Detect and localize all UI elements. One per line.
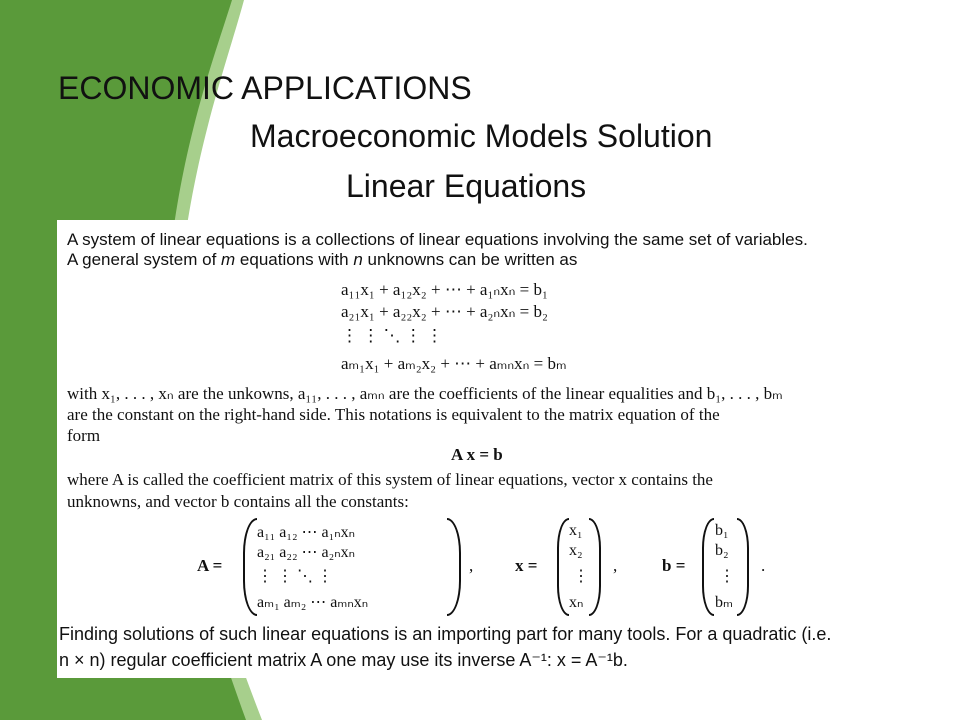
matrix-a-left-paren xyxy=(243,518,257,616)
vector-b-entry: b₂ xyxy=(715,542,729,559)
vector-b-entry: bₘ xyxy=(715,594,733,611)
matrix-a-row: aₘ₁ aₘ₂ ⋯ aₘₙxₙ xyxy=(257,594,369,611)
final-line-1: Finding solutions of such linear equations is an importing part for many tools. For a quadratic (i.e. xyxy=(59,624,832,644)
slide-title: ECONOMIC APPLICATIONS xyxy=(58,70,472,106)
separator-comma: , xyxy=(469,556,474,575)
with-line-1: with x₁, . . . , xₙ are the unkowns, a₁₁, . . . , aₘₙ are the coefficients of the linear equalities and b₁, . . . , bₘ xyxy=(67,384,783,403)
equation-row-3: ⋮ ⋮ ⋱ ⋮ ⋮ xyxy=(341,326,443,345)
vector-x-entry: x₁ xyxy=(569,522,583,539)
vector-b-right-paren xyxy=(737,518,749,616)
intro-line-2: A general system of m equations with n unknowns can be written as xyxy=(67,250,578,269)
with-line-2: are the constant on the right-hand side. This notations is equivalent to the matrix equation of the xyxy=(67,405,720,424)
vector-b-entry: b₁ xyxy=(715,522,729,539)
with-line-3: form xyxy=(67,426,101,445)
vector-x-entry: ⋮ xyxy=(573,568,589,585)
matrix-a-right-paren xyxy=(447,518,461,616)
document-excerpt xyxy=(57,220,932,678)
vector-b-label: b = xyxy=(662,556,686,575)
separator-comma: , xyxy=(613,556,618,575)
matrix-a-row: a₂₁ a₂₂ ⋯ a₂ₙxₙ xyxy=(257,544,355,561)
vector-b-entry: ⋮ xyxy=(719,568,735,585)
separator-period: . xyxy=(761,556,766,575)
equation-row-4: aₘ₁x₁ + aₘ₂x₂ + ⋯ + aₘₙxₙ = bₘ xyxy=(341,354,567,373)
matrix-a-row: ⋮ ⋮ ⋱ ⋮ xyxy=(257,568,333,585)
slide-subtitle-2: Linear Equations xyxy=(346,168,587,204)
vector-x-label: x = xyxy=(515,556,538,575)
final-line-2: n × n) regular coefficient matrix A one may use its inverse A⁻¹: x = A⁻¹b. xyxy=(59,650,628,670)
matrix-a-row: a₁₁ a₁₂ ⋯ a₁ₙxₙ xyxy=(257,524,355,541)
where-line-1: where A is called the coefficient matrix of this system of linear equations, vector x contains the xyxy=(67,470,713,489)
vector-x-entry: xₙ xyxy=(569,594,584,611)
vector-b-left-paren xyxy=(702,518,714,616)
vector-x-left-paren xyxy=(557,518,569,616)
vector-x-entry: x₂ xyxy=(569,542,583,559)
equation-row-1: a₁₁x₁ + a₁₂x₂ + ⋯ + a₁ₙxₙ = b₁ xyxy=(341,280,548,299)
vector-x-right-paren xyxy=(589,518,601,616)
where-line-2: unknowns, and vector b contains all the constants: xyxy=(67,492,409,511)
intro-line-1: A system of linear equations is a collections of linear equations involving the same set of variables. xyxy=(67,230,808,249)
slide-subtitle: Macroeconomic Models Solution xyxy=(250,118,713,154)
matrix-equation: A x = b xyxy=(451,445,503,464)
matrix-a-label: A = xyxy=(197,556,223,575)
equation-row-2: a₂₁x₁ + a₂₂x₂ + ⋯ + a₂ₙxₙ = b₂ xyxy=(341,302,548,321)
